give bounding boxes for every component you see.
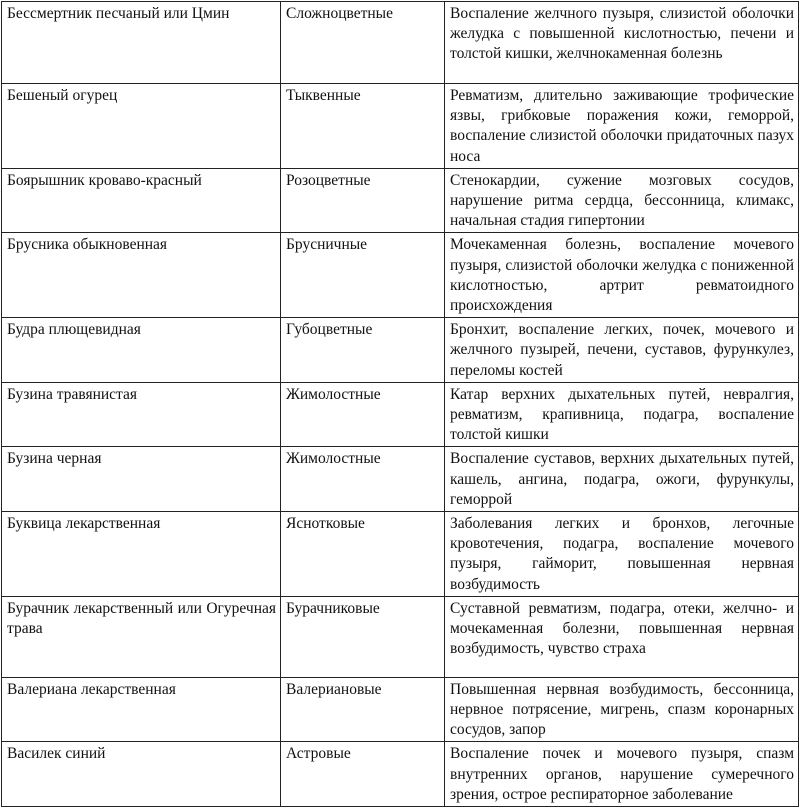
plant-name-cell: Валериана лекарственная xyxy=(2,677,281,742)
plant-family-cell: Яснотковые xyxy=(281,512,445,597)
plant-family-cell: Валериановые xyxy=(281,677,445,742)
herbs-table xyxy=(1,1,799,807)
plant-family-cell: Брусничные xyxy=(281,233,445,318)
table-row xyxy=(2,596,799,677)
plant-name-cell: Бессмертник песчаный или Цмин xyxy=(2,2,281,84)
plant-family-cell: Астровые xyxy=(281,742,445,807)
plant-name-cell: Василек синий xyxy=(2,742,281,807)
plant-name-cell: Буквица лекарственная xyxy=(2,512,281,597)
table-row xyxy=(2,318,799,383)
plant-family-cell: Губоцветные xyxy=(281,318,445,383)
table-row xyxy=(2,447,799,512)
medical-use-cell: Мочекаменная болезнь, воспаление мочевого пузыря, слизистой оболочки желудка с пониженной кислотностью, артрит ревматоидного происхождения xyxy=(445,233,799,318)
plant-name-cell: Бешеный огурец xyxy=(2,84,281,169)
medical-use-cell: Повышенная нервная возбудимость, бессонница, нервное потрясение, мигрень, спазм коронарных сосудов, запор xyxy=(445,677,799,742)
medical-use-cell: Заболевания легких и бронхов, легочные кровотечения, подагра, воспаление мочевого пузыря, гайморит, повышенная нервная возбудимость xyxy=(445,512,799,597)
medical-use-cell: Ревматизм, длительно заживающие трофические язвы, грибковые поражения кожи, геморрой, воспаление слизистой оболочки придаточных пазух носа xyxy=(445,84,799,169)
plant-family-cell: Бурачниковые xyxy=(281,596,445,677)
plant-name-cell: Брусника обыкновенная xyxy=(2,233,281,318)
table-row xyxy=(2,512,799,597)
table-row xyxy=(2,677,799,742)
plant-name-cell: Бурачник лекарственный или Огуречная трава xyxy=(2,596,281,677)
medical-use-cell: Воспаление желчного пузыря, слизистой оболочки желудка с повышенной кислотностью, печени и толстой кишки, желчнокаменная болезнь xyxy=(445,2,799,84)
plant-family-cell: Жимолостные xyxy=(281,447,445,512)
medical-use-cell: Катар верхних дыхательных путей, невралгия, ревматизм, крапивница, подагра, воспаление толстой кишки xyxy=(445,382,799,447)
plant-name-cell: Бузина травянистая xyxy=(2,382,281,447)
plant-family-cell: Сложноцветные xyxy=(281,2,445,84)
table-row xyxy=(2,84,799,169)
medical-use-cell: Стенокардии, сужение мозговых сосудов, нарушение ритма сердца, бессонница, климакс, начальная стадия гипертонии xyxy=(445,168,799,233)
plant-family-cell: Тыквенные xyxy=(281,84,445,169)
plant-family-cell: Розоцветные xyxy=(281,168,445,233)
medical-use-cell: Суставной ревматизм, подагра, отеки, желчно- и мочекаменная болезни, повышенная нервная возбудимость, чувство страха xyxy=(445,596,799,677)
table-row xyxy=(2,2,799,84)
medical-use-cell: Воспаление почек и мочевого пузыря, спазм внутренних органов, нарушение сумеречного зрения, острое респираторное заболевание xyxy=(445,742,799,807)
table-row xyxy=(2,168,799,233)
plant-name-cell: Боярышник кроваво-красный xyxy=(2,168,281,233)
medical-use-cell: Воспаление суставов, верхних дыхательных путей, кашель, ангина, подагра, ожоги, фурункулы, геморрой xyxy=(445,447,799,512)
table-row xyxy=(2,233,799,318)
plant-family-cell: Жимолостные xyxy=(281,382,445,447)
plant-name-cell: Бузина черная xyxy=(2,447,281,512)
table-row xyxy=(2,382,799,447)
medical-use-cell: Бронхит, воспаление легких, почек, мочевого и желчного пузырей, печени, суставов, фурункулез, переломы костей xyxy=(445,318,799,383)
plant-name-cell: Будра плющевидная xyxy=(2,318,281,383)
table-row xyxy=(2,742,799,807)
